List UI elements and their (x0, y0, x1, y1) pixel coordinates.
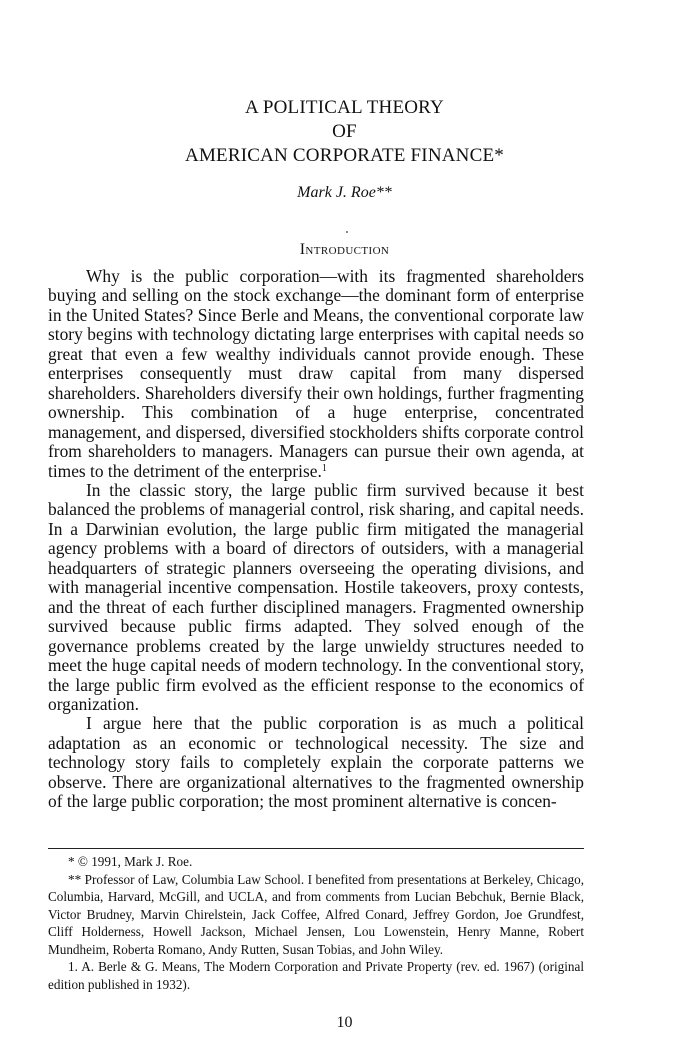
paragraph-text: I argue here that the public corporation is as much a political adaptation as an economic or technological necessity. The size and technology story fails to completely explain the corporate patterns we observe. There are organizational alternatives to the fragmented ownership of the large public corporation; the most prominent alternative is concen- (48, 713, 584, 812)
paragraph-text: Why is the public corporation—with its fragmented shareholders buying and selling on the stock exchange—the dominant form of enterprise in the United States? Since Berle and Means, the conventional corporate law story begins with technology dictating large enterprises with capital needs so great that even a few wealthy individuals cannot provide enough. These enterprises consequently must draw capital from many dispersed shareholders. Shareholders diversify their own holdings, further fragmenting ownership. This combination of a huge enterprise, concentrated management, and dispersed, diversified stockholders shifts corporate control from shareholders to managers. Managers can pursue their own agenda, at times to the detriment of the enterprise. (48, 266, 584, 481)
footnote: * © 1991, Mark J. Roe. (68, 854, 193, 869)
title-line-1: A POLITICAL THEORY (245, 97, 444, 118)
title-line-3: AMERICAN CORPORATE FINANCE* (185, 145, 504, 166)
title-line-2: OF (332, 121, 357, 142)
paragraph (48, 481, 584, 714)
body-text (48, 267, 584, 812)
article-title (0, 96, 689, 168)
author-byline: Mark J. Roe** (297, 184, 392, 201)
stray-mark (346, 231, 348, 233)
footnote-divider (48, 848, 584, 849)
footnote: ** Professor of Law, Columbia Law School. I benefited from presentations at Berkeley, Chicago, Columbia, Harvard, McGill, and UCLA, and from comments from Lucian Bebchuk, Bernie Black, Victor Brudney, Marvin Chirelstein, Jack Coffee, Alfred Conard, Jeffrey Gordon, Joe Grundfest, Cliff Holderness, Howell Jackson, Michael Jensen, Lou Lowenstein, Henry Manne, Robert Mundheim, Roberta Romano, Andy Rutten, Susan Tobias, and John Wiley. (48, 871, 584, 957)
paragraph (48, 267, 584, 481)
footnote-marker: 1 (321, 462, 327, 474)
paragraph (48, 714, 584, 811)
page-number: 10 (336, 1014, 353, 1031)
paragraph-text: In the classic story, the large public firm survived because it best balanced the problems of managerial control, risk sharing, and capital needs. In a Darwinian evolution, the large public firm mitigated the managerial agency problems with a board of directors of outsiders, with a managerial headquarters of strategic planners overseeing the operating divisions, and with managerial incentive compensation. Hostile takeovers, proxy contests, and the threat of each further disciplined managers. Fragmented ownership survived because public firms adapted. They solved enough of the governance problems created by the large unwieldy structures needed to meet the huge capital needs of modern technology. In the conventional story, the large public firm evolved as the efficient response to the economics of organization. (48, 479, 584, 714)
section-heading: Introduction (299, 241, 390, 258)
footnote: 1. A. Berle & G. Means, The Modern Corporation and Private Property (rev. ed. 1967) (original edition published in 1932). (48, 959, 584, 992)
footnotes (48, 853, 584, 993)
